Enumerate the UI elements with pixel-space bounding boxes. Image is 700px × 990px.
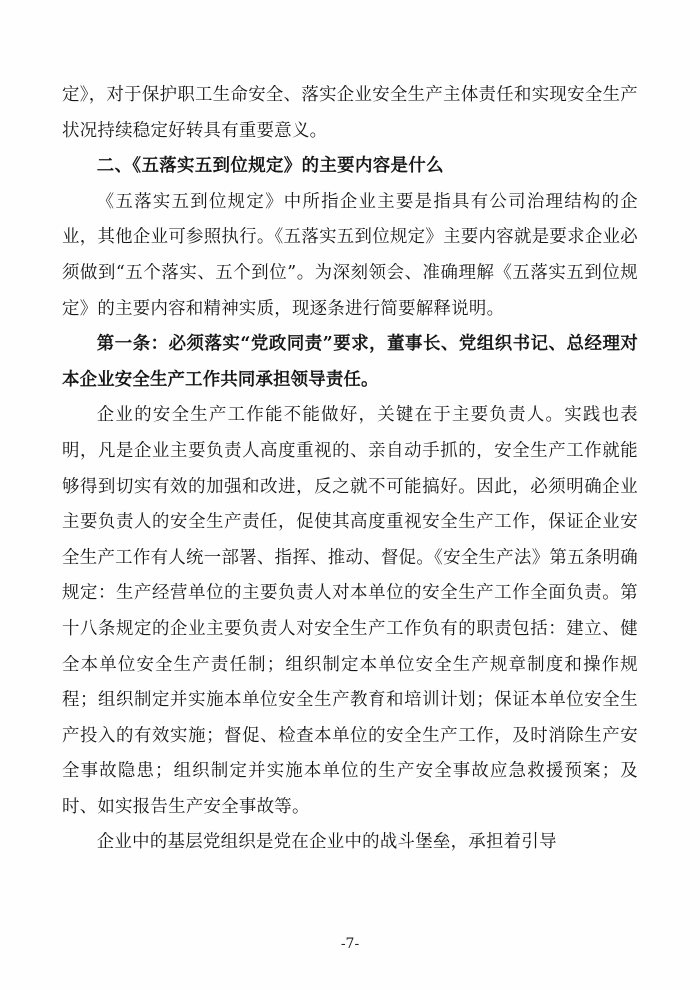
paragraph-continuation: 定》，对于保护职工生命安全、落实企业安全生产主体责任和实现安全生产状况持续稳定好转具有重要意义。: [62, 85, 638, 141]
article-one-clause: 第一条：必须落实“党政同责”要求，董事长、党组织书记、总经理对本企业安全生产工作共同承担领导责任。: [62, 334, 638, 390]
paragraph-overview: 《五落实五到位规定》中所指企业主要是指具有公司治理结构的企业，其他企业可参照执行。《五落实五到位规定》主要内容就是要求企业必须做到“五个落实、五个到位”。为深刻领会、准确理解《五落实五到位规定》的主要内容和精神实质，现逐条进行简要解释说明。: [62, 191, 638, 319]
page-number: -7-: [340, 936, 360, 952]
document-body: [62, 78, 638, 861]
section-heading: 二、《五落实五到位规定》的主要内容是什么: [96, 156, 444, 177]
paragraph-party-organization: 企业中的基层党组织是党在企业中的战斗堡垒，承担着引导: [96, 832, 557, 853]
paragraph-explanation: 企业的安全生产工作能不能做好，关键在于主要负责人。实践也表明，凡是企业主要负责人高度重视的、亲自动手抓的，安全生产工作就能够得到切实有效的加强和改进，反之就不可能搞好。因此，必须明确企业主要负责人的安全生产责任，促使其高度重视安全生产工作，保证企业安全生产工作有人统一部署、指挥、推动、督促。《安全生产法》第五条明确规定：生产经营单位的主要负责人对本单位的安全生产工作全面负责。第十八条规定的企业主要负责人对安全生产工作负有的职责包括：建立、健全本单位安全生产责任制；组织制定本单位安全生产规章制度和操作规程；组织制定并实施本单位安全生产教育和培训计划；保证本单位安全生产投入的有效实施；督促、检查本单位的安全生产工作，及时消除生产安全事故隐患；组织制定并实施本单位的生产安全事故应急救援预案；及时、如实报告生产安全事故等。: [62, 405, 638, 817]
